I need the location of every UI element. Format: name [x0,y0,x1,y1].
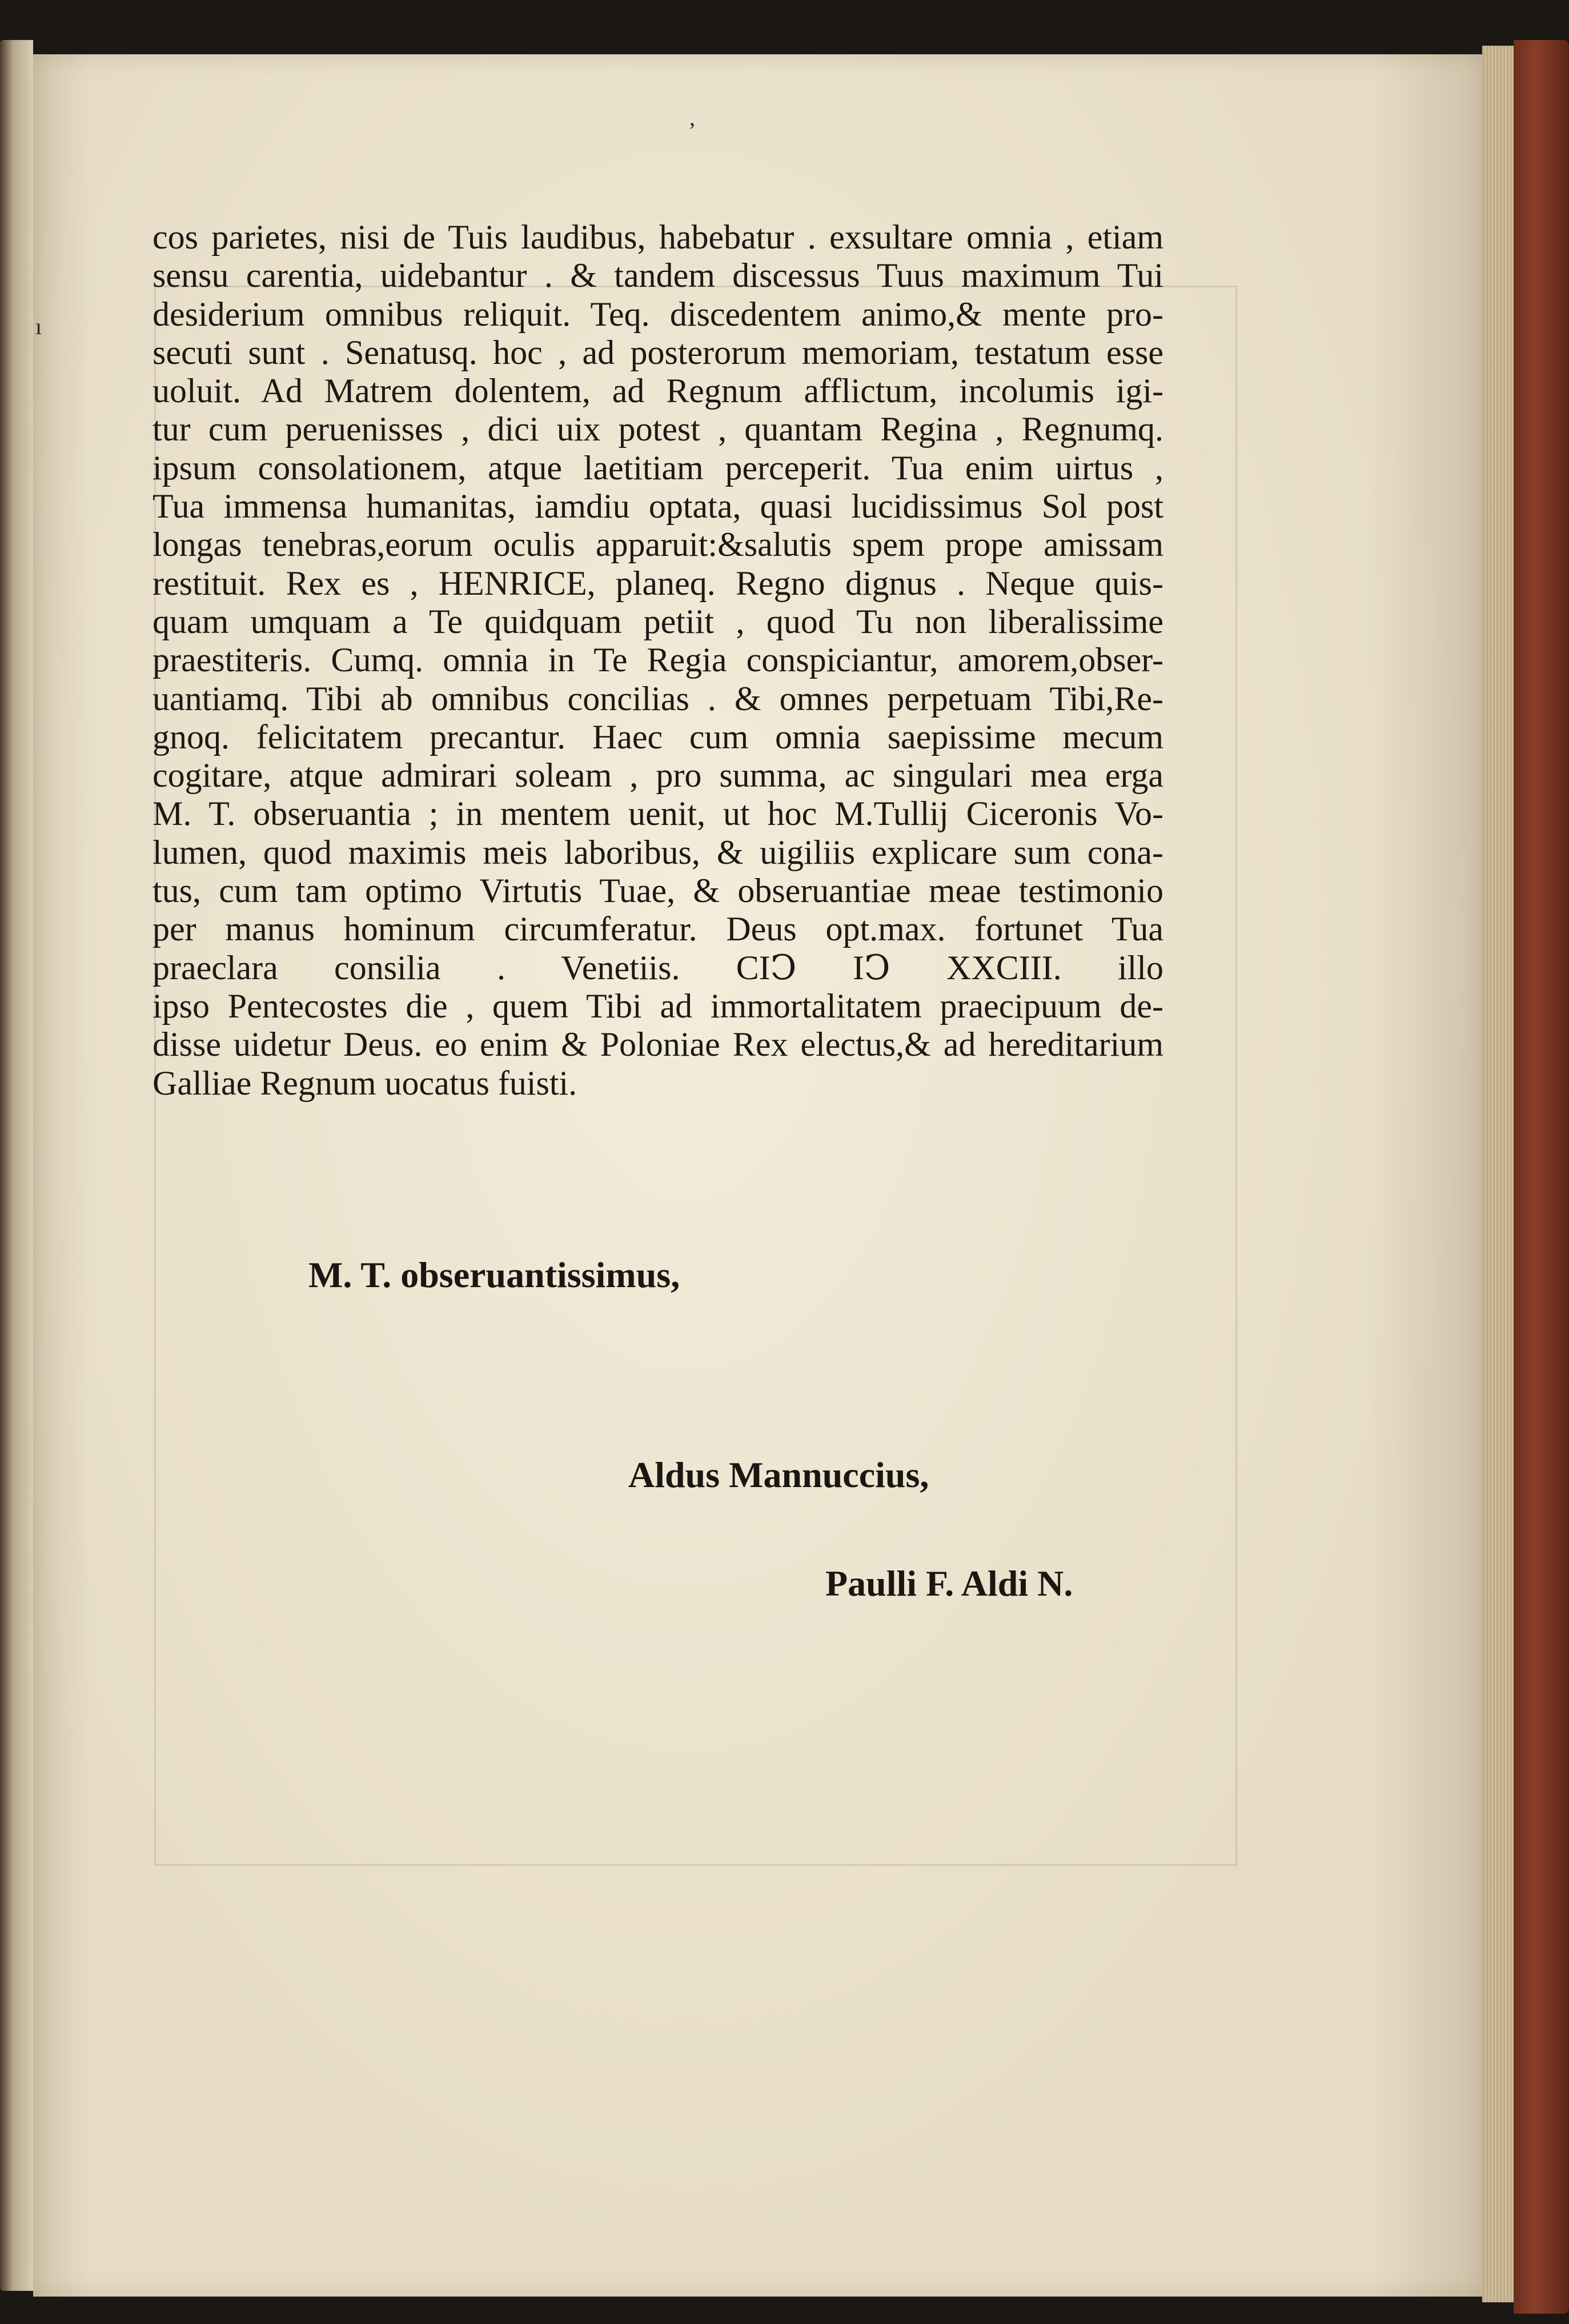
leather-binding [1514,40,1569,2314]
text-line: tus, cum tam optimo Virtutis Tuae, & obseruantiae meae testimonio [153,872,1163,910]
text-line: ipso Pentecostes die , quem Tibi ad immortalitatem praecipuum de- [153,987,1163,1025]
text-line: uantiamq. Tibi ab omnibus concilias . & omnes perpetuam Tibi,Re- [153,679,1163,718]
text-line: longas tenebras,eorum oculis apparuit:&salutis spem prope amissam [153,526,1163,564]
text-line: praestiteris. Cumq. omnia in Te Regia conspiciantur, amorem,obser- [153,641,1163,679]
text-line: uoluit. Ad Matrem dolentem, ad Regnum afflictum, incolumis igi- [153,372,1163,410]
text-line: restituit. Rex es , HENRICE, planeq. Regno dignus . Neque quis- [153,564,1163,602]
signature-line-1: M. T. obseruantissimus, [308,1255,680,1295]
text-line: sensu carentia, uidebantur . & tandem discessus Tuus maximum Tui [153,257,1163,295]
text-line: M. T. obseruantia ; in mentem uenit, ut hoc M.Tullij Ciceronis Vo- [153,795,1163,833]
text-line: Galliae Regnum uocatus fuisti. [153,1064,577,1102]
text-line: secuti sunt . Senatusq. hoc , ad posterorum memoriam, testatum esse [153,333,1163,371]
signature-line-2: Aldus Mannuccius, [628,1454,929,1495]
text-line: cos parietes, nisi de Tuis laudibus, habebatur . exsultare omnia , etiam [153,218,1163,256]
left-page-edge [0,40,33,2291]
ink-mark: ’ [688,118,696,143]
text-line: ipsum consolationem, atque laetitiam perceperit. Tua enim uirtus , [153,448,1163,487]
text-line: desiderium omnibus reliquit. Teq. discedentem animo,& mente pro- [153,295,1163,333]
ink-mark: ı [35,314,42,339]
signature-line-3: Paulli F. Aldi N. [825,1563,1073,1604]
text-line: Tua immensa humanitas, iamdiu optata, quasi lucidissimus Sol post [153,487,1163,526]
text-line: praeclara consilia . Venetiis. CIↃ IↃ XXCIII. illo [153,948,1163,987]
text-line: quam umquam a Te quidquam petiit , quod Tu non liberalissime [153,602,1163,640]
text-line: gnoq. felicitatem precantur. Haec cum omnia saepissime mecum [153,718,1163,756]
text-line: per manus hominum circumferatur. Deus opt.max. fortunet Tua [153,910,1163,948]
text-line: tur cum peruenisses , dici uix potest , quantam Regina , Regnumq. [153,410,1163,448]
text-line: cogitare, atque admirari soleam , pro summa, ac singulari mea erga [153,756,1163,795]
text-line: lumen, quod maximis meis laboribus, & uigiliis explicare sum cona- [153,833,1163,871]
dedication-text [153,218,1163,1103]
text-line: disse uidetur Deus. eo enim & Poloniae Rex electus,& ad hereditarium [153,1025,1163,1064]
page-fore-edge [1482,46,1516,2302]
